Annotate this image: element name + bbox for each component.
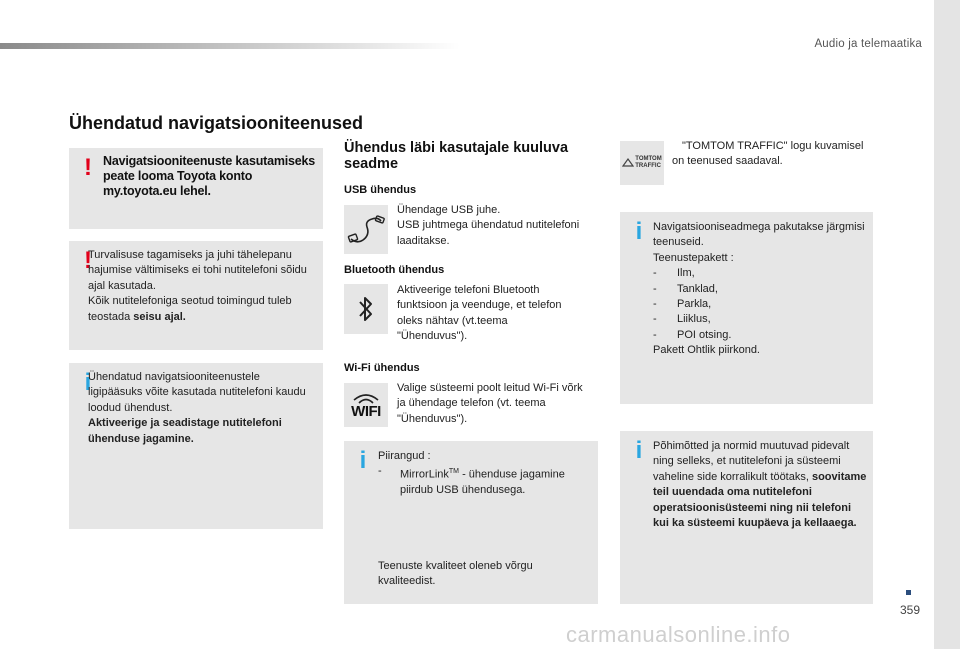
section-title: Audio ja telemaatika (814, 38, 922, 50)
wifi-icon-box (344, 383, 388, 427)
bluetooth-label: Bluetooth ühendus (344, 264, 445, 276)
limits-footer: Teenuste kvaliteet oleneb võrgu kvaliteedist. (378, 560, 533, 588)
principles-text: Põhimõtted ja normid muutuvad pidevalt ning selleks, et nutitelefoni ja süsteemi vaheline side korralikult töötaks, soovitame teil uuendada oma nutitelefoni operatsioonisüsteemi ning nii telefoni kui ka süsteemi kuupäeva ja kellaaega. (653, 440, 867, 530)
list-item: - Liiklus, (653, 313, 711, 326)
toyota-account-box (69, 148, 323, 229)
wifi-icon-text: WIFI (351, 402, 381, 420)
list-item: - Ilm, (653, 267, 695, 280)
info-icon: i (635, 218, 643, 245)
bluetooth-icon-box (344, 284, 388, 334)
info-icon: i (84, 369, 92, 396)
page-number: 359 (900, 603, 921, 617)
tomtom-traffic-icon (622, 157, 634, 169)
tomtom-logo-line2: TRAFFIC (635, 163, 661, 169)
wifi-text: Valige süsteemi poolt leitud Wi-Fi võrk ja ühendage telefon (vt. teema "Ühenduvus"). (397, 382, 583, 425)
tomtom-logo-line1: TOMTOM (635, 156, 662, 162)
safety-warning-box (69, 241, 323, 350)
usb-icon-box (344, 205, 388, 254)
page-marker (906, 590, 911, 595)
usb-cable-icon (347, 213, 385, 247)
safety-warning-text: Turvalisuse tagamiseks ja juhi tähelepanu hajumise vältimiseks ei tohi nutitelefoni sõidu ajal kasutada. Kõik nutitelefoniga seotud toimingud tuleb teostada seisu ajal. (88, 249, 307, 323)
wifi-label: Wi-Fi ühendus (344, 362, 420, 374)
services-package-text: Navigatsiooniseadmega pakutakse järgmisi teenuseid. Teenustepakett : - Ilm, - Tanklad, - Parkla, - Liiklus, - POI otsing. Pakett Ohtlik piirkond. (653, 221, 865, 357)
tomtom-logo-box (620, 141, 664, 185)
usb-text: Ühendage USB juhe. USB juhtmega ühendatud nutitelefoni laaditakse. (397, 204, 580, 247)
header-gradient-bar (0, 43, 460, 49)
page-title: Ühendatud navigatsiooniteenused (69, 113, 364, 133)
list-item: - POI otsing. (653, 328, 732, 341)
info-icon: i (635, 437, 643, 464)
warning-icon: ! (84, 154, 92, 181)
device-connection-title: Ühendus läbi kasutajale kuuluva seadme (344, 140, 569, 172)
list-item: - Tanklad, (653, 282, 718, 295)
side-strip (934, 0, 960, 649)
list-item: - Parkla, (653, 298, 712, 311)
sharing-info-box (69, 363, 323, 529)
wifi-icon (351, 392, 381, 404)
limits-info-box (344, 441, 598, 604)
sharing-info-text: Ühendatud navigatsiooniteenustele ligipääsuks võite kasutada nutitelefoni kaudu loodud ühendust. Aktiveerige ja seadistage nutitelefoni ühenduse jagamine. (88, 371, 306, 445)
tomtom-text: "TOMTOM TRAFFIC" logu kuvamisel on teenused saadaval. (672, 140, 864, 168)
limits-text: Piirangud : - MirrorLink™ - ühenduse jagamine piirdub USB ühendusega. (378, 450, 565, 497)
info-icon: i (359, 447, 367, 474)
bluetooth-text: Aktiveerige telefoni Bluetooth funktsioon ja veenduge, et telefon oleks nähtav (vt.teema "Ühenduvus"). (397, 284, 562, 343)
usb-label: USB ühendus (344, 184, 417, 196)
principles-info-box (620, 431, 873, 604)
toyota-account-text: Navigatsiooniteenuste kasutamiseks peate looma Toyota konto my.toyota.eu lehel. (103, 154, 316, 198)
warning-icon: ! (84, 247, 92, 274)
bluetooth-icon (356, 294, 376, 324)
services-package-box (620, 212, 873, 404)
services-list (653, 266, 865, 343)
watermark: carmanualsonline.info (566, 622, 791, 647)
